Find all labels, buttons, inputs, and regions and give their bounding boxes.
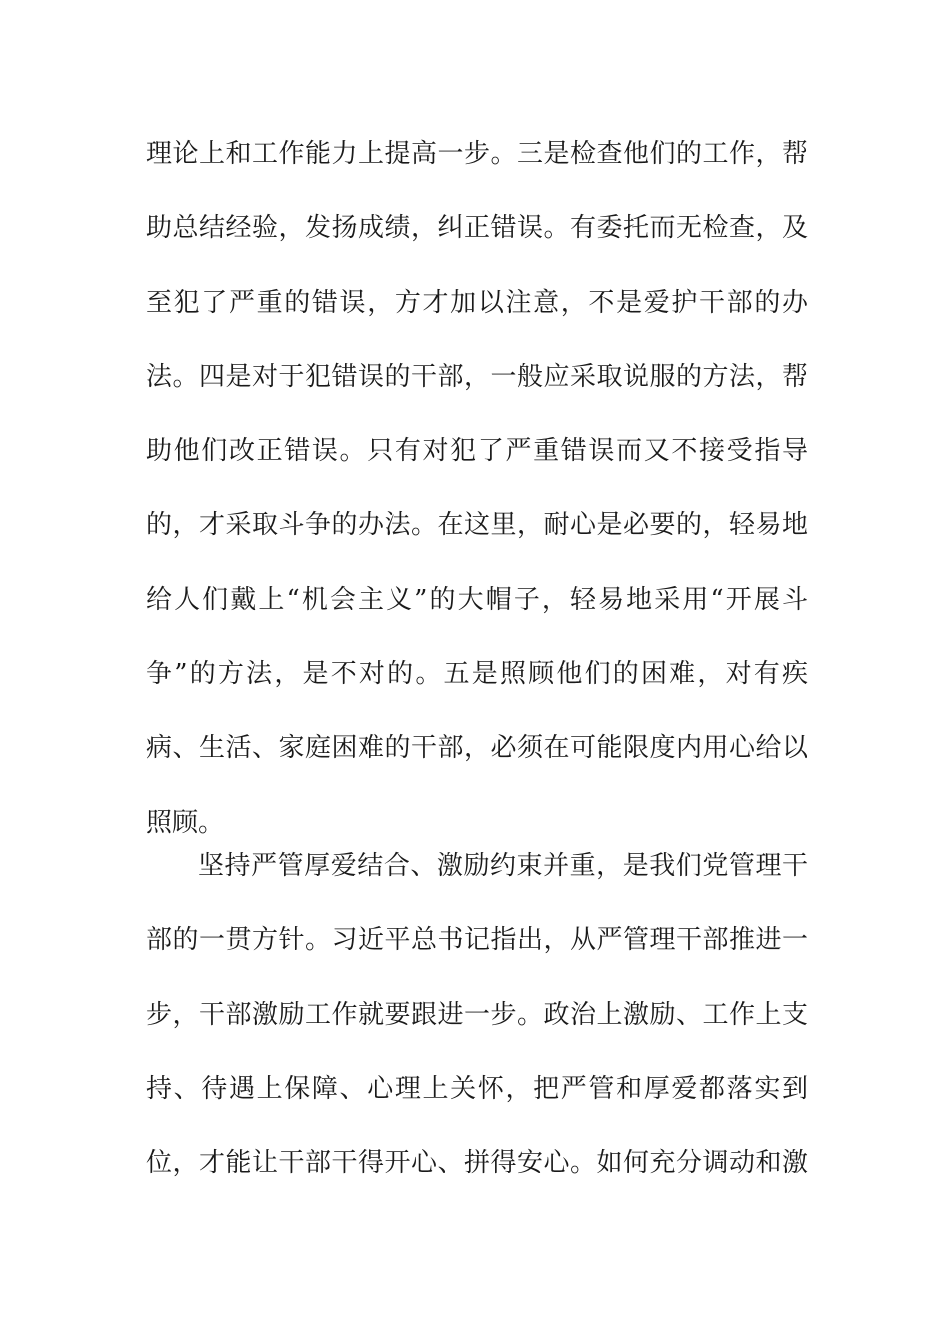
text-line: 持、待遇上保障、心理上关怀，把严管和厚爱都落实到 [146,1073,808,1104]
text-line: 照顾。 [146,807,225,838]
text-line: 给人们戴上“机会主义”的大帽子，轻易地采用“开展斗 [146,584,808,615]
text-line: 理论上和工作能力上提高一步。三是检查他们的工作，帮 [146,139,808,169]
text-line: 部的一贯方针。习近平总书记指出，从严管理干部推进一 [146,925,808,956]
paragraph-new [146,844,808,1215]
text-line: 助他们改正错误。只有对犯了严重错误而又不接受指导 [146,436,808,467]
text-line: 助总结经验，发扬成绩，纠正错误。有委托而无检查，及 [146,213,808,244]
text-line: 位，才能让干部干得开心、拼得安心。如何充分调动和激 [146,1148,808,1179]
text-line: 法。四是对于犯错误的干部，一般应采取说服的方法，帮 [146,361,808,392]
text-line: 争”的方法，是不对的。五是照顾他们的困难，对有疾 [146,659,808,690]
text-line: 至犯了严重的错误，方才加以注意，不是爱护干部的办 [146,287,808,318]
text-line: 步，干部激励工作就要跟进一步。政治上激励、工作上支 [146,999,808,1030]
text-line: 病、生活、家庭困难的干部，必须在可能限度内用心给以 [146,733,808,764]
text-line: 的，才采取斗争的办法。在这里，耐心是必要的，轻易地 [146,510,808,541]
text-line: 坚持严管厚爱结合、激励约束并重，是我们党管理干 [198,851,808,881]
paragraph-continuation [146,132,808,875]
